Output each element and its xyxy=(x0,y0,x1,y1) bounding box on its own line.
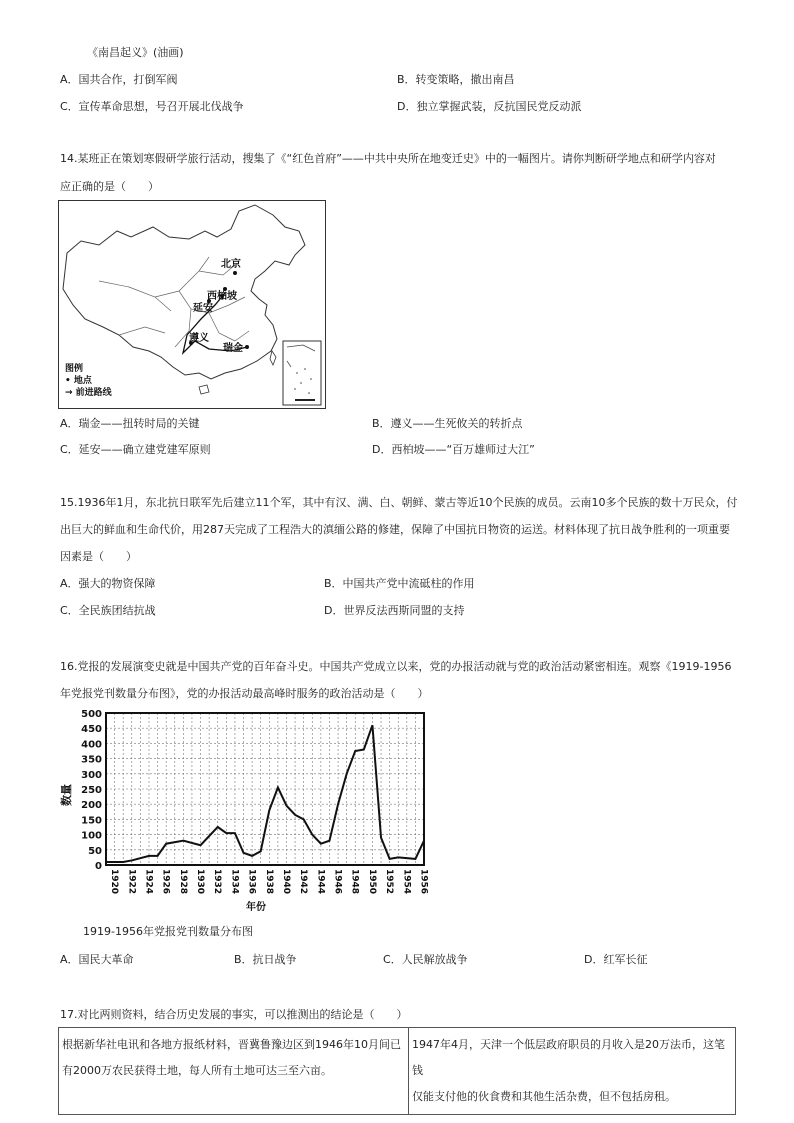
x-tick-label: 1926 xyxy=(160,869,171,895)
q13-option-a[interactable]: A．国共合作，打倒军阀 xyxy=(60,73,178,86)
material-left-cell xyxy=(59,1028,409,1115)
q17-material-table xyxy=(58,1027,736,1115)
q13-option-b[interactable]: B．转变策略，撤出南昌 xyxy=(397,73,515,86)
x-tick-label: 1944 xyxy=(315,869,326,895)
y-tick-label: 400 xyxy=(81,739,102,751)
x-axis-label: 年份 xyxy=(246,902,266,913)
x-tick-label: 1920 xyxy=(109,869,120,895)
q15-option-b[interactable]: B．中国共产党中流砥柱的作用 xyxy=(324,577,475,590)
taiwan-island xyxy=(270,351,276,365)
y-tick-labels xyxy=(81,709,102,872)
q14-option-c[interactable]: C．延安——确立建党建军原则 xyxy=(60,443,211,456)
y-tick-label: 350 xyxy=(81,754,102,766)
x-tick-label: 1928 xyxy=(177,869,188,895)
y-tick-label: 200 xyxy=(81,800,102,812)
q14-option-d[interactable]: D．西柏坡——“百万雄师过大江” xyxy=(372,443,535,456)
plot-frame xyxy=(106,713,424,865)
place-label-beijing: 北京 xyxy=(221,259,241,270)
q13-option-d[interactable]: D．独立掌握武装，反抗国民党反动派 xyxy=(397,100,582,113)
x-tick-label: 1952 xyxy=(384,869,395,895)
legend-point: • 地点 xyxy=(65,376,92,386)
hainan-island xyxy=(199,385,209,394)
q15-option-a[interactable]: A．强大的物资保障 xyxy=(60,577,156,590)
y-tick-label: 500 xyxy=(81,709,102,720)
q15-option-d[interactable]: D．世界反法西斯同盟的支持 xyxy=(324,604,465,617)
material-right-cell xyxy=(409,1028,736,1115)
q16-stem-line1: 16.党报的发展演变史就是中国共产党的百年奋斗史。中国共产党成立以来，党的办报活动就与党的政治活动紧密相连。观察《1919-1956 xyxy=(60,660,732,673)
q13-option-c[interactable]: C．宣传革命思想，号召开展北伐战争 xyxy=(60,100,244,113)
x-tick-label: 1946 xyxy=(332,869,343,895)
q17-stem: 17.对比两则资料，结合历史发展的事实，可以推测出的结论是（ ） xyxy=(60,1008,408,1021)
x-tick-label: 1938 xyxy=(263,869,274,895)
place-label-yanan: 延安 xyxy=(193,303,213,314)
y-tick-label: 100 xyxy=(81,830,102,842)
x-tick-label: 1936 xyxy=(246,869,257,895)
y-tick-label: 0 xyxy=(95,861,102,872)
x-tick-label: 1924 xyxy=(143,869,154,895)
y-tick-label: 250 xyxy=(81,785,102,796)
place-label-xibaipo: 西柏坡 xyxy=(207,291,237,302)
q15-stem-line3: 因素是（ ） xyxy=(60,550,137,563)
china-map-svg xyxy=(59,201,325,408)
south-sea-scale-bar xyxy=(295,399,315,401)
q16-option-a[interactable]: A．国民大革命 xyxy=(60,953,134,966)
x-tick-label: 1954 xyxy=(401,869,412,895)
x-tick-label: 1922 xyxy=(126,869,137,895)
material-right-line2: 仅能支付他的伙食费和其他生活杂费，但不包括房租。 xyxy=(412,1090,676,1103)
province-borders xyxy=(99,257,249,347)
y-tick-label: 50 xyxy=(88,845,102,857)
q15-stem-line2: 出巨大的鲜血和生命代价，用287天完成了工程浩大的滇缅公路的修建，保障了中国抗日物资的运送。材料体现了抗日战争胜利的一项重要 xyxy=(60,523,730,536)
y-tick-label: 300 xyxy=(81,769,102,781)
q14-stem-line1: 14.某班正在策划寒假研学旅行活动，搜集了《“红色首府”——中共中央所在地变迁史》中的一幅图片。请你判断研学地点和研学内容对 xyxy=(60,152,716,165)
material-left-line2: 有2000万农民获得土地，每人所有土地可达三至六亩。 xyxy=(62,1064,332,1077)
y-tick-label: 150 xyxy=(81,815,102,827)
x-tick-label: 1940 xyxy=(280,869,291,895)
table-row xyxy=(59,1028,736,1115)
legend-route: → 前进路线 xyxy=(65,388,112,398)
x-tick-label: 1950 xyxy=(366,869,377,895)
material-right-line1: 1947年4月，天津一个低层政府职员的月收入是20万法币，这笔钱 xyxy=(412,1038,725,1077)
x-tick-label: 1934 xyxy=(229,869,240,895)
q14-option-a[interactable]: A．瑞金——扭转时局的关键 xyxy=(60,417,200,430)
chart-grid xyxy=(106,713,424,865)
q16-option-d[interactable]: D．红军长征 xyxy=(584,953,648,966)
q14-option-b[interactable]: B．遵义——生死攸关的转折点 xyxy=(372,417,523,430)
q16-option-c[interactable]: C．人民解放战争 xyxy=(383,953,468,966)
newspaper-count-chart xyxy=(60,705,440,915)
q14-stem-line2: 应正确的是（ ） xyxy=(60,180,159,193)
place-label-zunyi: 遵义 xyxy=(189,333,209,344)
chart-caption: 1919-1956年党报党刊数量分布图 xyxy=(83,925,253,938)
q16-option-b[interactable]: B．抗日战争 xyxy=(234,953,297,966)
x-tick-label: 1930 xyxy=(195,869,206,895)
q15-stem-line1: 15.1936年1月，东北抗日联军先后建立11个军，其中有汉、满、白、朝鲜、蒙古等近10个民族的成员。云南10多个民族的数十万民众，付 xyxy=(60,496,738,509)
y-tick-label: 450 xyxy=(81,724,102,736)
place-label-ruijin: 瑞金 xyxy=(223,343,243,354)
south-sea-inset xyxy=(283,341,321,405)
place-dot-beijing xyxy=(233,271,237,275)
x-tick-label: 1956 xyxy=(418,869,429,895)
x-tick-label: 1948 xyxy=(349,869,360,895)
q16-stem-line2: 年党报党刊数量分布图》，党的办报活动最高峰时服务的政治活动是（ ） xyxy=(60,687,429,700)
material-left-line1: 根据新华社电讯和各地方报纸材料，晋冀鲁豫边区到1946年10月间已 xyxy=(62,1038,401,1051)
legend-title: 图例 xyxy=(65,364,84,374)
china-map-figure xyxy=(58,200,326,409)
y-axis-label: 数量 xyxy=(60,784,73,806)
chart-svg xyxy=(60,705,440,915)
x-tick-labels xyxy=(109,869,428,894)
q15-option-c[interactable]: C．全民族团结抗战 xyxy=(60,604,156,617)
series-line xyxy=(106,725,424,862)
x-tick-label: 1942 xyxy=(298,869,309,895)
painting-caption: 《南昌起义》(油画) xyxy=(87,46,184,59)
x-tick-label: 1932 xyxy=(212,869,223,895)
place-dot-ruijin xyxy=(245,345,249,349)
